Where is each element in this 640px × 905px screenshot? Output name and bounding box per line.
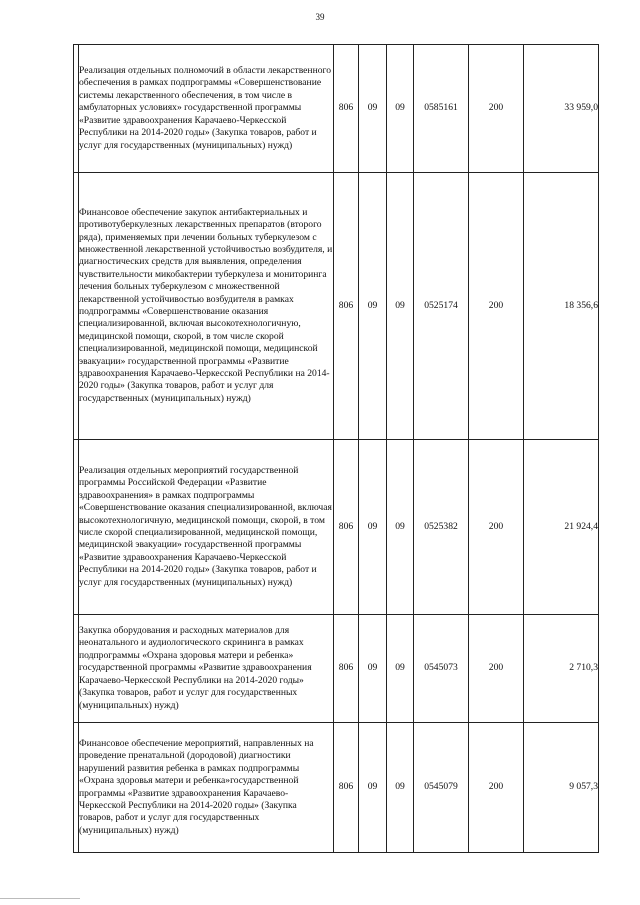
scan-edge-mark bbox=[0, 898, 80, 905]
target-article-code: 0545073 bbox=[414, 615, 469, 723]
subsection-code: 09 bbox=[387, 45, 414, 173]
ministry-code: 806 bbox=[334, 440, 359, 615]
target-article-code: 0525382 bbox=[414, 440, 469, 615]
table-row bbox=[74, 615, 599, 723]
section-code: 09 bbox=[359, 723, 387, 853]
section-code: 09 bbox=[359, 615, 387, 723]
expense-type-code: 200 bbox=[469, 45, 524, 173]
expense-type-code: 200 bbox=[469, 723, 524, 853]
amount-value: 2 710,3 bbox=[524, 615, 599, 723]
ministry-code: 806 bbox=[334, 723, 359, 853]
expense-type-code: 200 bbox=[469, 440, 524, 615]
subsection-code: 09 bbox=[387, 723, 414, 853]
subsection-code: 09 bbox=[387, 440, 414, 615]
subsection-code: 09 bbox=[387, 173, 414, 440]
row-description: Закупка оборудования и расходных материалов для неонатального и аудиологического скрининга в рамках подпрограммы «Охрана здоровья матери и ребенка» государственной программы «Развитие здравоохранения Карачаево-Черкесской Республики на 2014-2020 годы» (Закупка товаров, работ и услуг для государственных (муниципальных) нужд) bbox=[79, 615, 334, 723]
row-description: Финансовое обеспечение мероприятий, направленных на проведение пренатальной (дородовой) диагностики нарушений развития ребенка в рамках подпрограммы «Охрана здоровья матери и ребенка»государственной программы «Развитие здравоохранения Карачаево-Черкесской Республики на 2014-2020 годы» (Закупка товаров, работ и услуг для государственных (муниципальных) нужд) bbox=[79, 723, 334, 853]
table-row bbox=[74, 173, 599, 440]
target-article-code: 0525174 bbox=[414, 173, 469, 440]
row-description: Финансовое обеспечение закупок антибактериальных и противотуберкулезных лекарственных препаратов (второго ряда), применяемых при лечении больных туберкулезом с множественной лекарственной устойчивостью возбудителя, и диагностических средств для выявления, определения чувствительности микобактерии туберкулеза и мониторинга лечения больных туберкулезом с множественной лекарственной устойчивостью возбудителя в рамках подпрограммы «Совершенствование оказания специализированной, включая высокотехнологичную, медицинской помощи, скорой, в том числе скорой специализированной, медицинской помощи, медицинской эвакуации» государственной программы «Развитие здравоохранения Карачаево-Черкесской Республики на 2014-2020 годы» (Закупка товаров, работ и услуг для государственных (муниципальных) нужд) bbox=[79, 173, 334, 440]
table-row bbox=[74, 723, 599, 853]
ministry-code: 806 bbox=[334, 45, 359, 173]
expense-type-code: 200 bbox=[469, 615, 524, 723]
budget-table bbox=[73, 44, 599, 853]
page-number: 39 bbox=[315, 12, 325, 22]
section-code: 09 bbox=[359, 173, 387, 440]
target-article-code: 0585161 bbox=[414, 45, 469, 173]
section-code: 09 bbox=[359, 440, 387, 615]
amount-value: 21 924,4 bbox=[524, 440, 599, 615]
row-description: Реализация отдельных полномочий в области лекарственного обеспечения в рамках подпрограммы «Совершенствование системы лекарственного обеспечения, в том числе в амбулаторных условиях» государственной программы «Развитие здравоохранения Карачаево-Черкесской Республики на 2014-2020 годы» (Закупка товаров, работ и услуг для государственных (муниципальных) нужд) bbox=[79, 45, 334, 173]
amount-value: 18 356,6 bbox=[524, 173, 599, 440]
ministry-code: 806 bbox=[334, 173, 359, 440]
target-article-code: 0545079 bbox=[414, 723, 469, 853]
expense-type-code: 200 bbox=[469, 173, 524, 440]
ministry-code: 806 bbox=[334, 615, 359, 723]
amount-value: 33 959,0 bbox=[524, 45, 599, 173]
subsection-code: 09 bbox=[387, 615, 414, 723]
row-description: Реализация отдельных мероприятий государственной программы Российской Федерации «Развитие здравоохранения» в рамках подпрограммы «Совершенствование оказания специализированной, включая высокотехнологичную, медицинской помощи, скорой, в том числе скорой специализированной, медицинской помощи, медицинской эвакуации» государственной программы «Развитие здравоохранения Карачаево-Черкесской Республики на 2014-2020 годы» (Закупка товаров, работ и услуг для государственных (муниципальных) нужд) bbox=[79, 440, 334, 615]
section-code: 09 bbox=[359, 45, 387, 173]
table-row bbox=[74, 45, 599, 173]
table-row bbox=[74, 440, 599, 615]
amount-value: 9 057,3 bbox=[524, 723, 599, 853]
